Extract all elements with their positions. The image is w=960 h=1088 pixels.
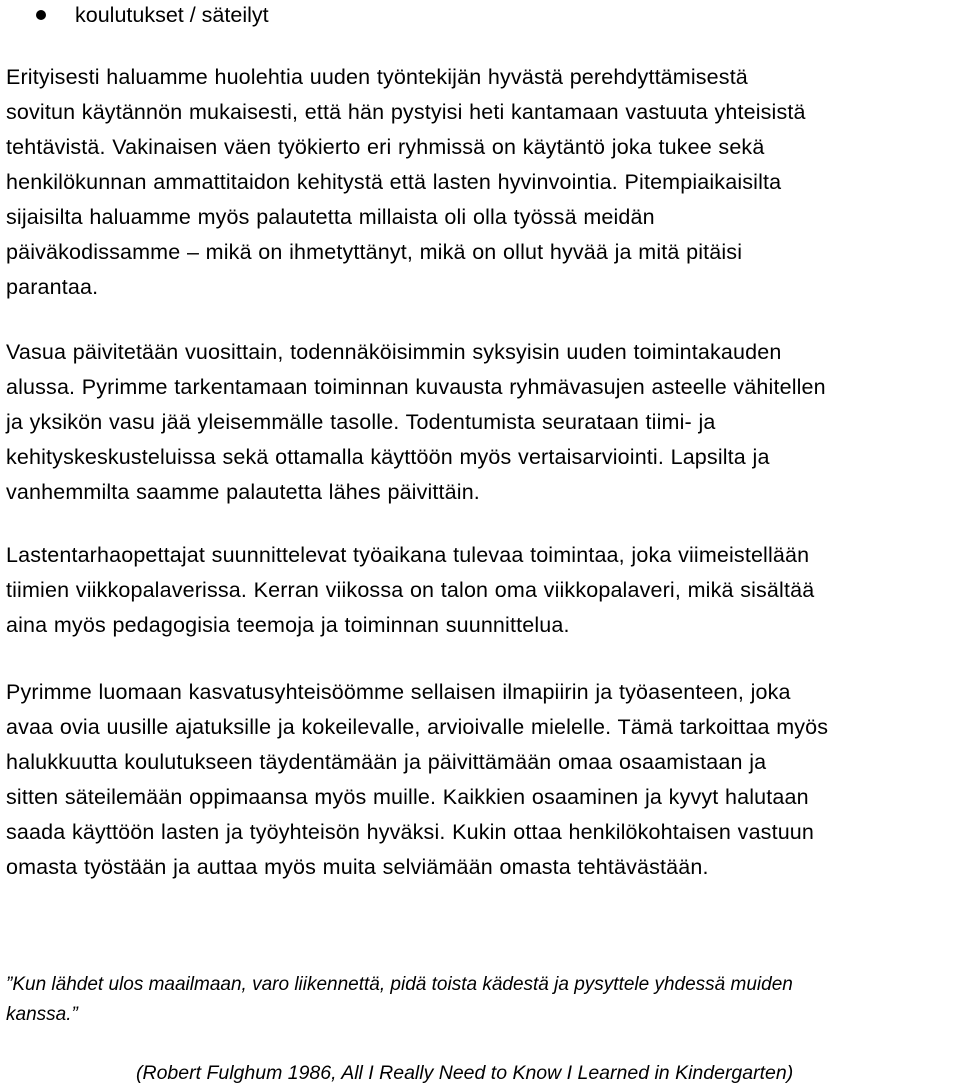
- text-line: parantaa.: [6, 275, 99, 299]
- text-line: alussa. Pyrimme tarkentamaan toiminnan kuvausta ryhmävasujen asteelle vähitellen: [6, 375, 826, 399]
- bullet-dot-icon: [36, 10, 46, 20]
- text-line: tiimien viikkopalaverissa. Kerran viikossa on talon oma viikkopalaveri, mikä sisältää: [6, 578, 815, 602]
- text-line: halukkuutta koulutukseen täydentämään ja päivittämään omaa osaamistaan ja: [6, 750, 767, 774]
- text-line: kehityskeskusteluissa sekä ottamalla käyttöön myös vertaisarviointi. Lapsilta ja: [6, 445, 770, 469]
- text-line: päiväkodissamme – mikä on ihmetyttänyt, mikä on ollut hyvää ja mitä pitäisi: [6, 240, 743, 264]
- text-line: Lastentarhaopettajat suunnittelevat työaikana tulevaa toimintaa, joka viimeistellään: [6, 543, 810, 567]
- paragraph-community: [6, 675, 956, 885]
- text-line: ja yksikön vasu jää yleisemmälle tasolle. Todentumista seurataan tiimi- ja: [6, 410, 716, 434]
- quote-block: [6, 970, 956, 1030]
- quote-citation: (Robert Fulghum 1986, All I Really Need to Know I Learned in Kindergarten): [136, 1062, 794, 1084]
- paragraph-planning: [6, 538, 956, 643]
- quote-line: kanssa.”: [6, 1004, 78, 1025]
- text-line: Pyrimme luomaan kasvatusyhteisöömme sellaisen ilmapiirin ja työasenteen, joka: [6, 680, 791, 704]
- text-line: omasta työstään ja auttaa myös muita selviämään omasta tehtävästään.: [6, 855, 709, 879]
- bullet-item: [36, 0, 269, 30]
- text-line: sovitun käytännön mukaisesti, että hän pystyisi heti kantamaan vastuuta yhteisistä: [6, 100, 806, 124]
- text-line: saada käyttöön lasten ja työyhteisön hyväksi. Kukin ottaa henkilökohtaisen vastuun: [6, 820, 815, 844]
- text-line: henkilökunnan ammattitaidon kehitystä että lasten hyvinvointia. Pitempiaikaisilta: [6, 170, 782, 194]
- text-line: avaa ovia uusille ajatuksille ja kokeilevalle, arvioivalle mielelle. Tämä tarkoittaa myös: [6, 715, 829, 739]
- text-line: vanhemmilta saamme palautetta lähes päivittäin.: [6, 480, 480, 504]
- text-line: sitten säteilemään oppimaansa myös muille. Kaikkien osaaminen ja kyvyt halutaan: [6, 785, 809, 809]
- paragraph-orientation: [6, 60, 956, 305]
- text-line: Vasua päivitetään vuosittain, todennäköisimmin syksyisin uuden toimintakauden: [6, 340, 782, 364]
- text-line: Erityisesti haluamme huolehtia uuden työntekijän hyvästä perehdyttämisestä: [6, 65, 748, 89]
- text-line: tehtävistä. Vakinaisen väen työkierto eri ryhmissä on käytäntö joka tukee sekä: [6, 135, 765, 159]
- text-line: aina myös pedagogisia teemoja ja toiminnan suunnittelua.: [6, 613, 570, 637]
- bullet-text: koulutukset / säteilyt: [75, 3, 269, 27]
- text-line: sijaisilta haluamme myös palautetta millaista oli olla työssä meidän: [6, 205, 655, 229]
- quote-line: ”Kun lähdet ulos maailmaan, varo liikennettä, pidä toista kädestä ja pysyttele yhdessä muiden: [6, 974, 793, 995]
- paragraph-vasu: [6, 335, 956, 510]
